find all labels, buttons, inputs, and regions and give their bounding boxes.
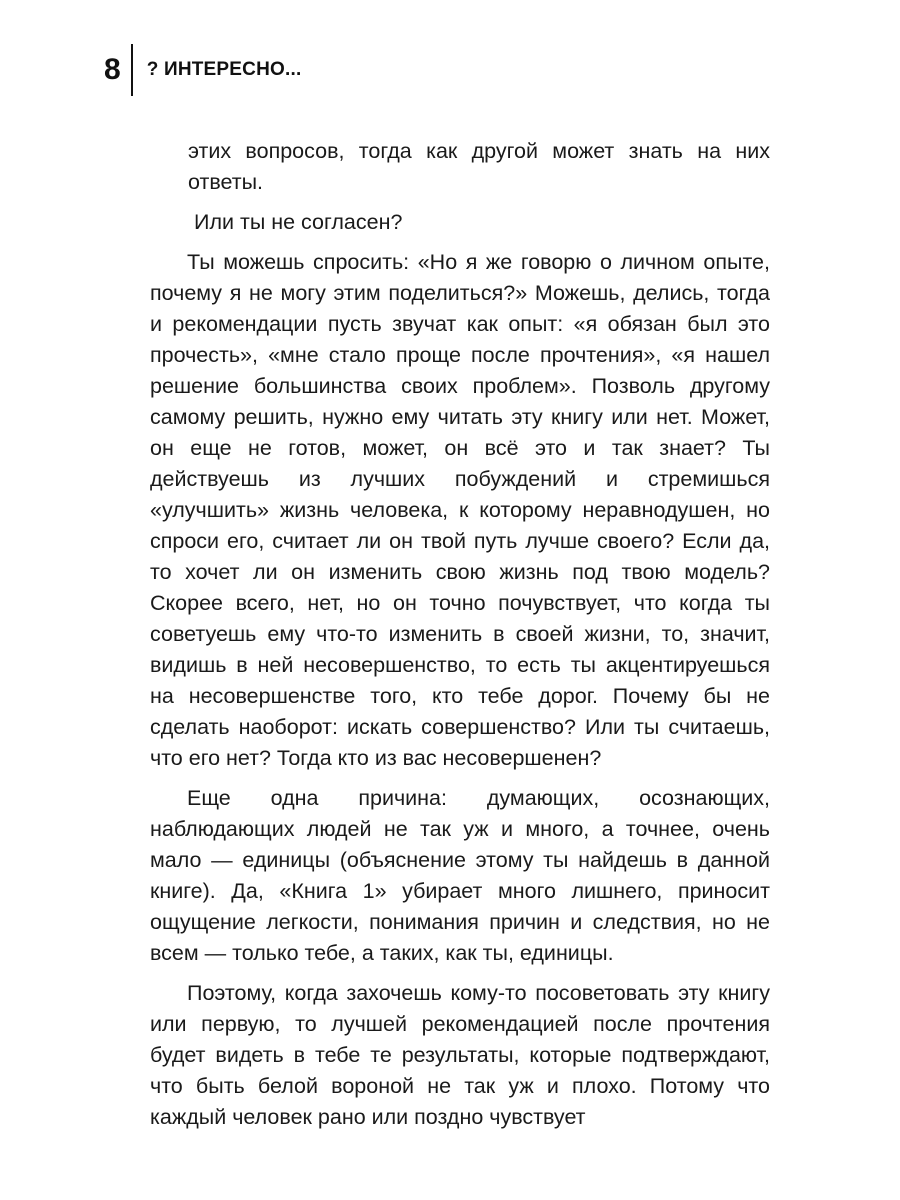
running-title: ? ИНТЕРЕСНО... (146, 59, 302, 80)
paragraph: Или ты не согласен? (194, 210, 403, 234)
paragraph: Еще одна причина: думающих, осознающих, наблюдающих людей не так уж и много, а точнее, очень мало — единицы (объяснение этому ты найдешь в данной книге). Да, «Книга 1» убирает много лишнего, приносит ощущение легкости, понимания причин и следствия, но не всем — только тебе, а таких, как ты, единицы. (150, 786, 770, 965)
paragraph: Поэтому, когда захочешь кому-то посоветовать эту книгу или первую, то лучшей рекомендацией после прочтения будет видеть в тебе те результаты, которые подтверждают, что быть белой вороной не так уж и плохо. Потому что каждый человек рано или поздно чувствует (150, 981, 770, 1129)
paragraph: Ты можешь спросить: «Но я же говорю о личном опыте, почему я не могу этим поделиться?» Можешь, делись, тогда и рекомендации пусть звучат как опыт: «я обязан был это прочесть», «мне стало проще после прочтения», «я нашел решение большинства своих проблем». Позволь другому самому решить, нужно ему читать эту книгу или нет. Может, он еще не готов, может, он всё это и так знает? Ты действуешь из лучших побуждений и стремишься «улучшить» жизнь человека, к которому неравнодушен, но спроси его, считает ли он твой путь лучше своего? Если да, то хочет ли он изменить свою жизнь под твою модель? Скорее всего, нет, но он точно почувствует, что когда ты советуешь ему что-то изменить в своей жизни, то, значит, видишь в ней несовершенство, то есть ты акцентируешься на несовершенстве того, кто тебе дорог. Почему бы не сделать наоборот: искать совершенство? Или ты считаешь, что его нет? Тогда кто из вас несовершенен? (150, 250, 770, 770)
page-number: 8 (104, 53, 121, 86)
header-divider (131, 44, 133, 96)
page-header (104, 44, 301, 96)
paragraph: этих вопросов, тогда как другой может знать на них ответы. (188, 139, 770, 194)
page-body (150, 136, 770, 1142)
